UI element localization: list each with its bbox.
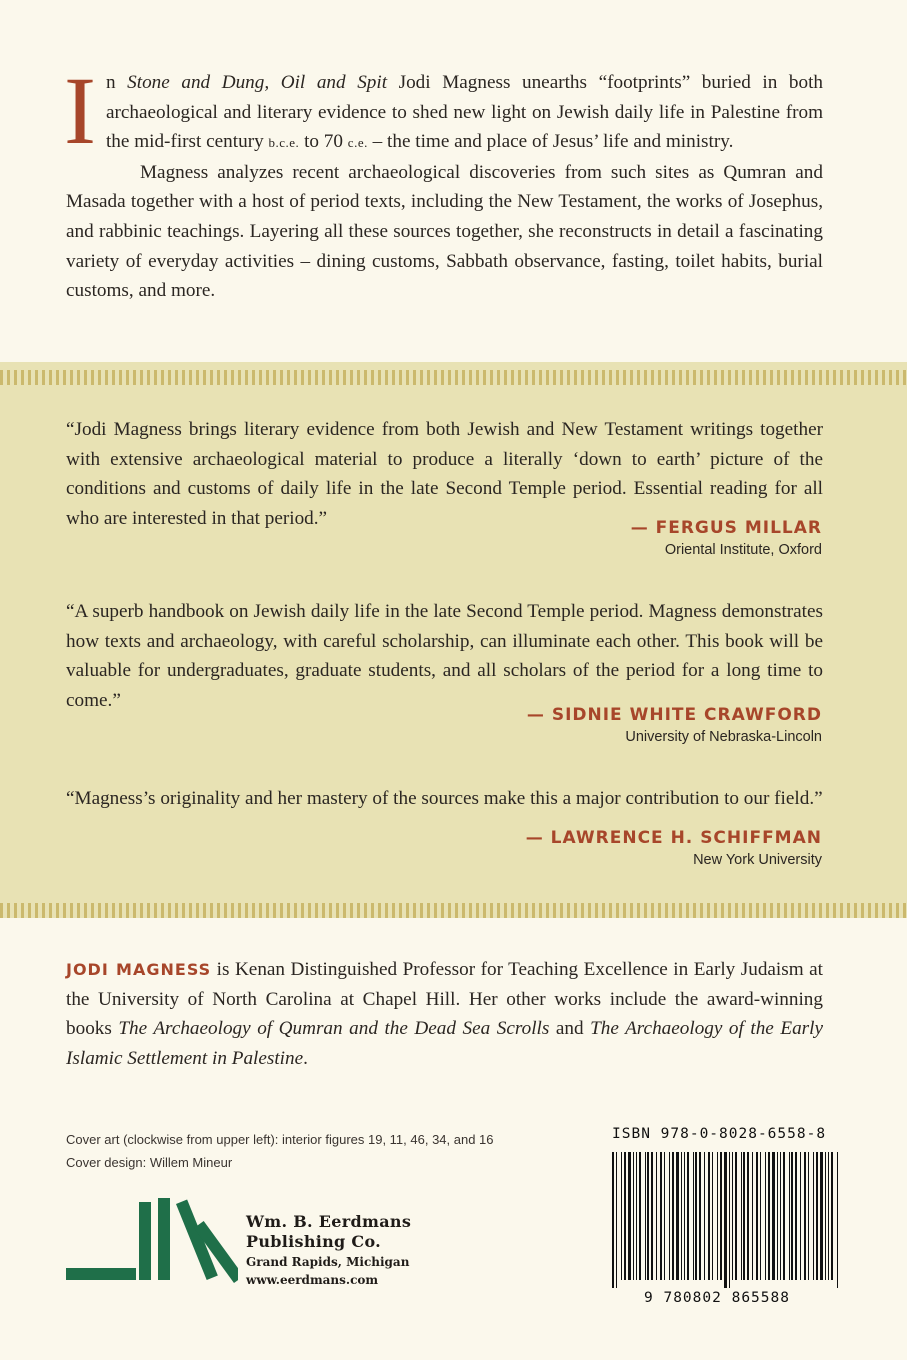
endorser-affiliation: New York University (693, 852, 822, 868)
barcode-bar (647, 1152, 649, 1280)
barcode-bar (741, 1152, 742, 1280)
barcode-bar (664, 1152, 665, 1280)
barcode-bar (669, 1152, 670, 1280)
barcode-bar (687, 1152, 689, 1280)
cover-art-credit: Cover art (clockwise from upper left): interior figures 19, 11, 46, 34, and 16 (66, 1132, 494, 1147)
endorser-affiliation: University of Nebraska-Lincoln (625, 729, 822, 745)
barcode-bar (712, 1152, 713, 1280)
drop-cap: I (64, 57, 96, 164)
publisher-name-line-2: Publishing Co. (246, 1232, 382, 1251)
barcode-bar (800, 1152, 801, 1280)
isbn-label: ISBN 978-0-8028-6558-8 (612, 1126, 827, 1142)
description-paragraph-2: Magness analyzes recent archaeological discoveries from such sites as Qumran and Masada together with a host of period texts, including the New Testament, the works of Josephus, and rabbinic teachings. Layering all these sources together, she reconstructs in detail a fascinating variety of everyday activities – dining customs, Sabbath observance, fasting, toilet habits, burial customs, and more. (66, 161, 823, 302)
author-name: JODI MAGNESS (66, 960, 212, 979)
endorsement-attribution-3 (526, 828, 822, 868)
author-bio: JODI MAGNESS is Kenan Distinguished Professor for Teaching Excellence in Early Judaism at the University of North Carolina at Chapel Hill. Her other works include the award-winning books The Archaeology of Qumran and the Dead Sea Scrolls and The Archaeology of the Early Islamic Settlement in Palestine. (66, 959, 823, 1069)
publisher-city: Grand Rapids, Michigan (246, 1255, 410, 1269)
publisher-logo-icon (66, 1196, 238, 1286)
barcode-bar (717, 1152, 718, 1280)
barcode-bar (772, 1152, 775, 1280)
barcode-bar (656, 1152, 657, 1280)
barcode-bar (699, 1152, 701, 1280)
barcode-bar (681, 1152, 682, 1280)
decorative-stripe-bottom (0, 903, 907, 918)
barcode-bar (820, 1152, 823, 1280)
cover-credits (66, 1128, 494, 1174)
endorser-name: — FERGUS MILLAR (630, 518, 822, 538)
barcode-bar (633, 1152, 634, 1280)
barcode-bar (628, 1152, 631, 1280)
barcode-bar (747, 1152, 749, 1280)
barcode-bar (660, 1152, 662, 1280)
book-description (64, 57, 824, 306)
barcode-bar (621, 1152, 622, 1280)
barcode-bar (828, 1152, 829, 1280)
barcode-bar (743, 1152, 745, 1280)
endorser-name: — SIDNIE WHITE CRAWFORD (526, 705, 822, 725)
barcode-bar (789, 1152, 790, 1280)
barcode-bar (735, 1152, 737, 1280)
barcode-bar (816, 1152, 818, 1280)
barcode-bar (645, 1152, 646, 1280)
barcode-bar (795, 1152, 797, 1280)
barcode-bar (708, 1152, 710, 1280)
barcode-bar (791, 1152, 793, 1280)
publisher-url: www.eerdmans.com (246, 1273, 379, 1287)
publisher-name-line-1: Wm. B. Eerdmans (246, 1212, 412, 1231)
barcode-bar (752, 1152, 753, 1280)
barcode-bar (783, 1152, 785, 1280)
barcode-bar (720, 1152, 722, 1280)
barcode-bar (676, 1152, 679, 1280)
barcode-bar (760, 1152, 761, 1280)
barcode-icon (612, 1152, 840, 1288)
barcode-bar (724, 1152, 727, 1288)
barcode-bar (651, 1152, 653, 1280)
barcode-number: 9 780802 865588 (644, 1290, 790, 1306)
endorsement-quote-1: “Jodi Magness brings literary evidence from both Jewish and New Testament writings together with extensive archaeological material to produce a literally ‘down to earth’ picture of the conditions and customs of daily life in the late Second Temple period. Essential reading for all who are interested in that period.” (66, 419, 823, 529)
barcode-bar (831, 1152, 833, 1280)
barcode-bar (756, 1152, 758, 1280)
barcode-bar (765, 1152, 766, 1280)
cover-design-credit: Cover design: Willem Mineur (66, 1155, 233, 1170)
barcode-bar (780, 1152, 781, 1280)
barcode-bar (825, 1152, 826, 1280)
barcode-bar (813, 1152, 814, 1280)
other-book-title-2: The Archaeology of the Early Islamic Settlement in Palestine (66, 1018, 823, 1069)
barcode-bar (808, 1152, 809, 1280)
barcode-bar (704, 1152, 705, 1280)
barcode-bar (768, 1152, 770, 1280)
barcode-bar (804, 1152, 806, 1280)
barcode-bar (729, 1152, 730, 1288)
barcode-bar (624, 1152, 626, 1280)
description-paragraph-1: In Stone and Dung, Oil and Spit Jodi Magness unearths “footprints” buried in both archaeological and literary evidence to shed new light on Jewish daily life in Palestine from the mid-first century b.c.e. to 70 c.e. – the time and place of Jesus’ life and ministry. (64, 57, 824, 164)
barcode-bar (695, 1152, 697, 1280)
publisher-info (246, 1212, 411, 1288)
barcode-bar (672, 1152, 674, 1280)
barcode-bar (693, 1152, 694, 1280)
decorative-stripe-top (0, 370, 907, 385)
endorser-affiliation: Oriental Institute, Oxford (664, 542, 822, 558)
barcode-bar (837, 1152, 838, 1288)
book-title: Stone and Dung, Oil and Spit (127, 72, 388, 93)
barcode-bar (684, 1152, 685, 1280)
barcode-bar (612, 1152, 614, 1288)
endorsement-quote-3: “Magness’s originality and her mastery of the sources make this a major contribution to our field.” (66, 788, 823, 809)
other-book-title-1: The Archaeology of Qumran and the Dead Sea Scrolls (118, 1018, 550, 1040)
endorser-name: — LAWRENCE H. SCHIFFMAN (525, 828, 822, 848)
barcode-bar (636, 1152, 637, 1280)
barcode-bar (616, 1152, 617, 1288)
barcode-bar (777, 1152, 778, 1280)
barcode-bar (732, 1152, 733, 1280)
endorsement-attribution-1 (631, 518, 822, 558)
barcode-bar (639, 1152, 641, 1280)
endorsement-quote-2: “A superb handbook on Jewish daily life in the late Second Temple period. Magness demonstrates how texts and archaeology, with careful scholarship, can illuminate each other. This book will be valuable for undergraduates, graduate students, and all scholars of the period for a long time to come.” (66, 601, 823, 711)
endorsement-attribution-2 (527, 705, 822, 745)
